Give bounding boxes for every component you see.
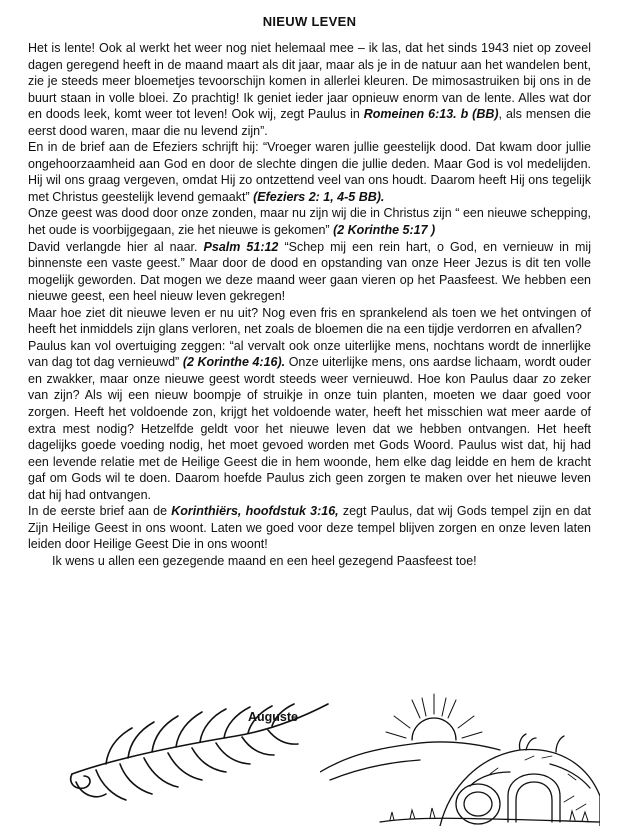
paragraph-5	[28, 305, 591, 338]
empty-tomb-icon	[320, 676, 600, 826]
paragraph-3-text-1: Onze geest was dood door onze zonden, maar nu zijn wij die in Christus zijn “ een nieuwe schepping, het oude is voorbijgegaan, zie het nieuwe is gekomen”	[28, 206, 591, 238]
paragraph-7-text-2: zegt Paulus, dat wij Gods tempel zijn en dat Zijn Heilige Geest in ons woont. Laten we goed voor deze tempel blijven zorgen en onze leven laten leiden door Heilige Geest Die in ons woont!	[28, 504, 592, 552]
bible-reference-romeinen: Romeinen 6:13. b (BB)	[363, 107, 499, 122]
paragraph-6-text-1: Paulus kan vol overtuiging zeggen: “al vervalt ook onze uiterlijke mens, nochtans wordt de innerlijke van dag tot dag vernieuwd”	[28, 338, 591, 370]
closing-wish: Ik wens u allen een gezegende maand en een heel gezegend Paasfeest toe!	[52, 553, 477, 568]
article-title: NIEUW LEVEN	[262, 14, 357, 29]
paragraph-4-text-1: David verlangde hier al naar.	[28, 239, 204, 254]
author-signature: Auguste	[248, 710, 298, 724]
paragraph-4-text-2: “Schep mij een rein hart, o God, en vernieuw in mij binnenste een vaste geest.” Maar door de dood en opstanding van onze Heer Jezus is dit ten volle mogelijk geworden. Dat mogen we deze maand weer gaan vieren op het Paasfeest. We hebben een nieuwe geest, een heel nieuw leven gekregen!	[28, 239, 591, 304]
paragraph-1-text-2: , als mensen die eerst dood waren, maar die nu levend zijn”.	[28, 107, 591, 138]
paragraph-1-text-1: Het is lente! Ook al werkt het weer nog niet helemaal mee – ik las, dat het sinds 1943 niet op zoveel dagen geregend heeft in de maand maart als dit jaar, maar als je in de natuur aan het wandelen bent, zie je steeds meer bloemetjes tevoorschijn komen in allerlei kleuren. De mimosastruiken bij ons in de buurt staan in volle bloei. Zo prachtig! Ik geniet ieder jaar opnieuw enorm van de lente. Alles wat dor en doods leek, komt weer tot leven! Ook wij, zegt Paulus in	[28, 41, 591, 122]
palm-branch-icon	[66, 696, 334, 806]
paragraph-3	[28, 205, 591, 238]
paragraph-7-text-1: In de eerste brief aan de	[28, 504, 172, 519]
paragraph-5-text-1: Maar hoe ziet dit nieuwe leven er nu uit? Nog even fris en sprankelend als toen we het ontvingen of heeft het inmiddels zijn glans verloren, net zoals de bloemen die na een tijdje verdorren en afvallen?	[28, 305, 591, 337]
paragraph-2-text-1: En in de brief aan de Efeziers schrijft hij: “Vroeger waren jullie geestelijk dood. Dat kwam door jullie ongehoorzaamheid aan God en door de slechte dingen die jullie deden. Maar God is vol medelijden. Hij wil ons graag vergeven, omdat Hij zo ontzettend veel van ons houdt. Daarom heeft Hij ons tegelijk met Christus geestelijk levend gemaakt”	[28, 140, 591, 204]
bible-reference-2-korinthe-5: (2 Korinthe 5:17 )	[333, 223, 436, 238]
paragraph-6-text-2: Onze uiterlijke mens, ons aardse lichaam, wordt ouder en zwakker, maar onze nieuwe geest wordt steeds weer vernieuwd. Hoe kon Paulus daar zo zeker van zijn? Als wij een nieuw boompje of struikje in onze tuin planten, moeten we daar goed voor zorgen. Heeft het voldoende zon, krijgt het voldoende water, heeft het misschien wat meer aarde of extra mest nodig? Hetzelfde geldt voor het nieuwe leven dat we hebben ontvangen. Het heeft dagelijks goede voeding nodig, het moet gevoed worden met Gods Woord. Paulus wist dat, hij had een levende relatie met de Heilige Geest die in hem woonde, hem elke dag leidde en hem de kracht gaf om Gods wil te doen. Daarom hoefde Paulus zich geen zorgen te maken over het nieuwe leven dat hij had ontvangen.	[28, 355, 591, 502]
bible-reference-korinthiers: Korinthiërs, hoofdstuk 3:16,	[171, 504, 339, 519]
bible-reference-2-korinthe-4: (2 Korinthe 4:16).	[182, 355, 286, 370]
paragraph-6	[28, 338, 591, 503]
bible-reference-efeziers: (Efeziers 2: 1, 4-5 BB).	[253, 189, 385, 204]
paragraph-2	[28, 139, 591, 205]
paragraph-4	[28, 239, 591, 305]
bible-reference-psalm: Psalm 51:12	[203, 239, 279, 254]
paragraph-7	[28, 503, 591, 553]
article-body	[28, 40, 591, 570]
paragraph-1	[28, 40, 591, 139]
